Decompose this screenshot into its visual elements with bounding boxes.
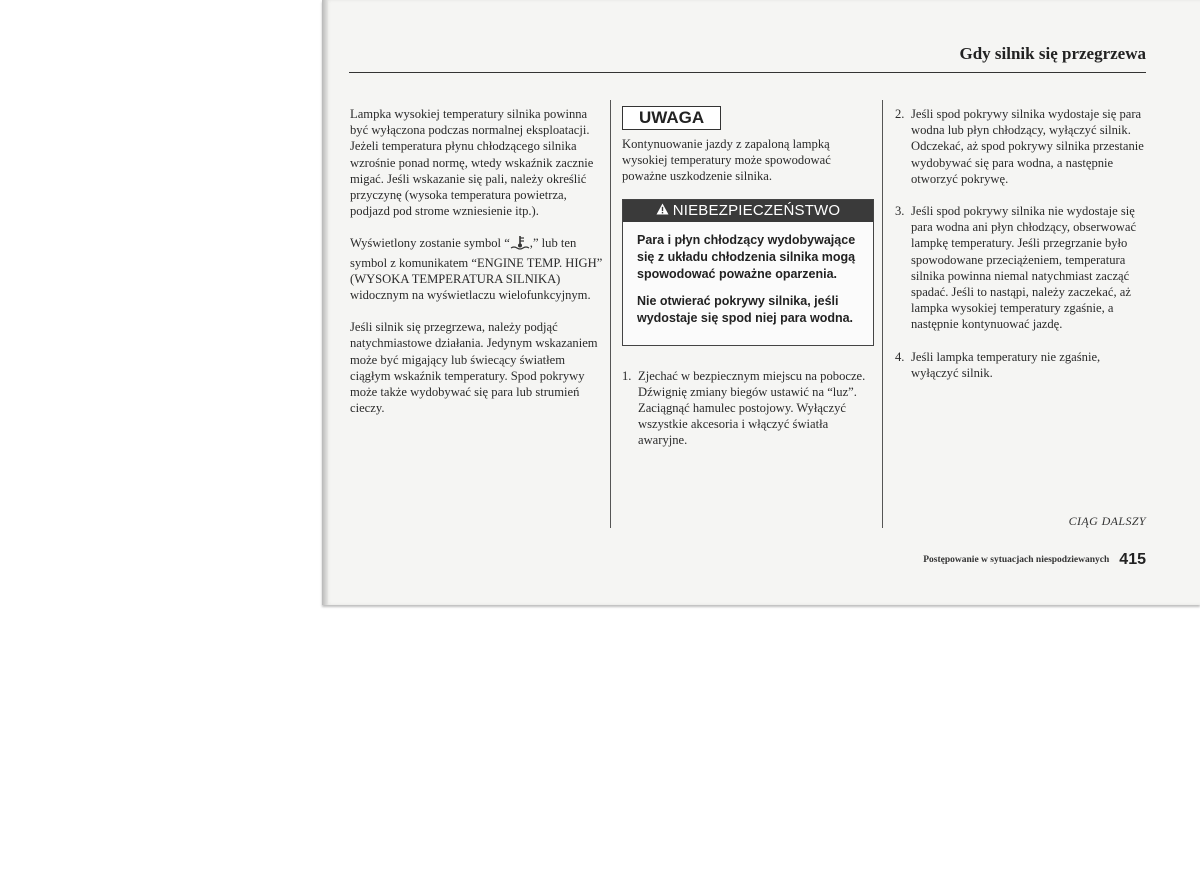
list-item xyxy=(622,368,874,449)
symbol-text-before: Wyświetlony zostanie symbol “ xyxy=(350,236,510,251)
right-column xyxy=(895,106,1145,397)
step-text: Jeśli lampka temperatury nie zgaśnie, wyłączyć silnik. xyxy=(911,349,1101,380)
page-title: Gdy silnik się przegrzewa xyxy=(959,44,1146,63)
continued-label: CIĄG DALSZY xyxy=(1068,514,1146,528)
list-item xyxy=(895,349,1145,381)
page-footer xyxy=(923,551,1146,569)
coolant-temperature-icon xyxy=(510,236,530,254)
danger-label: NIEBEZPIECZEŃSTWO xyxy=(672,201,841,219)
danger-body xyxy=(623,222,873,345)
notice-label: UWAGA xyxy=(622,106,721,130)
step-number: 1. xyxy=(622,368,632,383)
step-text: Jeśli spod pokrywy silnika wydostaje się para wodna lub płyn chłodzący, wyłączyć silnik. Odczekać, aż spod pokrywy silnika przestanie wydobywać się para wodna, a następnie otworzyć pokrywę. xyxy=(911,107,1144,186)
list-item xyxy=(895,106,1145,187)
notice-text: Kontynuowanie jazdy z zapaloną lampką wysokiej temperatury może spowodować poważne uszkodzenie silnika. xyxy=(622,137,831,184)
danger-text-1: Para i płyn chłodzący wydobywające się z układu chłodzenia silnika mogą spowodować poważne oparzenia. xyxy=(637,232,856,281)
danger-text-2: Nie otwierać pokrywy silnika, jeśli wydostaje się spod niej para wodna. xyxy=(637,293,854,325)
warning-triangle-icon xyxy=(656,200,669,222)
page-number: 415 xyxy=(1119,551,1146,568)
step-number: 4. xyxy=(895,349,905,364)
paragraph-overheat-action: Jeśli silnik się przegrzewa, należy podjąć natychmiastowe działania. Jedynym wskazaniem może być migający lub świecący światłem ciągłym wskaźnik temperatury. Spod pokrywy może także wydobywać się para lub strumień cieczy. xyxy=(350,320,598,416)
step-number: 3. xyxy=(895,204,905,219)
page-spine-shadow xyxy=(322,0,328,605)
step-number: 2. xyxy=(895,107,905,121)
column-divider-2 xyxy=(882,100,883,528)
middle-column xyxy=(622,106,874,465)
danger-header xyxy=(623,200,873,222)
footer-section-title: Postępowanie w sytuacjach niespodziewanych xyxy=(923,555,1110,565)
paragraph-temp-lamp: Lampka wysokiej temperatury silnika powinna być wyłączona podczas normalnej eksploatacji. Jeżeli temperatura płynu chłodzącego silnika wzrośnie ponad normę, wtedy wskaźnik zacznie migać. Jeśli wskazanie się pali, należy określić przyczynę (wysoka temperatura powietrza, podjazd pod strome wzniesienie itp.). xyxy=(350,107,594,219)
column-divider-1 xyxy=(610,100,611,528)
steps-list-1 xyxy=(622,368,874,449)
steps-list-2 xyxy=(895,106,1145,381)
list-item xyxy=(895,203,1145,333)
step-text: Jeśli spod pokrywy silnika nie wydostaje się para wodna ani płyn chłodzący, obserwować lampkę temperatury. Jeśli przegrzanie było spowodowane przeciążeniem, temperatura silnika powinna niemal natychmiast zacząć spadać. Jeśli to nastąpi, należy zaczekać, aż lampka wysokiej temperatury zgaśnie, a następnie kontynuować jazdę. xyxy=(911,204,1137,332)
step-text: Zjechać w bezpiecznym miejscu na pobocze. Dźwignię zmiany biegów ustawić na “luz”. Zaciągnąć hamulec postojowy. Wyłączyć wszystkie akcesoria i włączyć światła awaryjne. xyxy=(638,368,866,448)
left-column xyxy=(350,106,604,432)
paragraph-symbol xyxy=(350,235,604,303)
danger-box xyxy=(622,199,874,346)
symbol-text-after: ,” lub ten symbol z komunikatem “ENGINE TEMP. HIGH” (WYSOKA TEMPERATURA SILNIKA) widocznym na wyświetlaczu wielofunkcyjnym. xyxy=(350,236,603,303)
title-rule xyxy=(349,72,1146,73)
